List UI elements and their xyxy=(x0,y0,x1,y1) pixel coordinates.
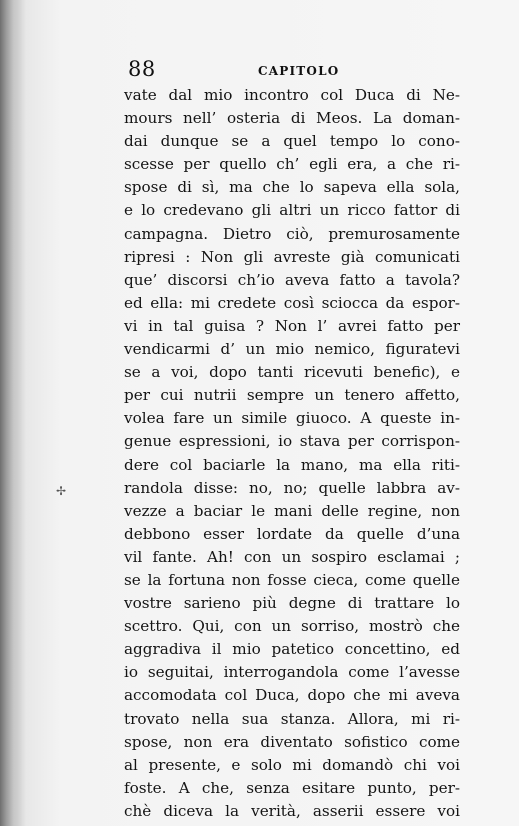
body-text xyxy=(124,84,460,823)
text-line: scettro. Qui, con un sorriso, mostrò che xyxy=(124,617,460,636)
text-line: vendicarmi d’ un mio nemico, figuratevi xyxy=(124,340,460,359)
running-head: CAPITOLO xyxy=(258,64,340,78)
text-line: vezze a baciar le mani delle regine, non xyxy=(124,501,460,520)
text-line: vi in tal guisa ? Non l’ avrei fatto per xyxy=(124,316,460,335)
text-line: spose di sì, ma che lo sapeva ella sola, xyxy=(124,178,460,197)
text-line: ripresi : Non gli avreste già comunicati xyxy=(124,247,460,266)
text-line: scesse per quello ch’ egli era, a che ri- xyxy=(124,155,460,174)
ink-speck-mark: ✢ xyxy=(56,484,67,498)
text-line: ed ella: mi credete così sciocca da espor- xyxy=(124,293,460,312)
text-line: e lo credevano gli altri un ricco fattor di xyxy=(124,201,460,220)
text-line: chè diceva la verità, asserii essere voi xyxy=(124,801,460,820)
text-line: genue espressioni, io stava per corrispon- xyxy=(124,432,460,451)
text-line: accomodata col Duca, dopo che mi aveva xyxy=(124,686,460,705)
text-line: mours nell’ osteria di Meos. La doman- xyxy=(124,109,460,128)
text-line: foste. A che, senza esitare punto, per- xyxy=(124,778,460,797)
binding-gutter xyxy=(0,0,26,826)
text-line: se a voi, dopo tanti ricevuti benefic), e xyxy=(124,363,460,382)
text-line: vostre sarieno più degne di trattare lo xyxy=(124,594,460,613)
text-line: aggradiva il mio patetico concettino, ed xyxy=(124,640,460,659)
text-line: debbono esser lordate da quelle d’una xyxy=(124,524,460,543)
text-line: campagna. Dietro ciò, premurosamente xyxy=(124,224,460,243)
text-line: spose, non era diventato sofistico come xyxy=(124,732,460,751)
text-line: per cui nutrii sempre un tenero affetto, xyxy=(124,386,460,405)
text-line: al presente, e solo mi domandò chi voi xyxy=(124,755,460,774)
text-line: vil fante. Ah! con un sospiro esclamai ; xyxy=(124,547,460,566)
text-line: vate dal mio incontro col Duca di Ne- xyxy=(124,86,460,104)
text-line: io seguitai, interrogandola come l’avesse xyxy=(124,663,460,682)
text-line: volea fare un simile giuoco. A queste in- xyxy=(124,409,460,428)
page-number: 88 xyxy=(128,57,156,81)
text-line: trovato nella sua stanza. Allora, mi ri- xyxy=(124,709,460,728)
text-line: randola disse: no, no; quelle labbra av- xyxy=(124,478,460,497)
text-line: dere col baciarle la mano, ma ella riti- xyxy=(124,455,460,474)
text-line: que’ discorsi ch’io aveva fatto a tavola? xyxy=(124,270,460,289)
text-line: se la fortuna non fosse cieca, come quelle xyxy=(124,570,460,589)
text-line: dai dunque se a quel tempo lo cono- xyxy=(124,132,460,151)
